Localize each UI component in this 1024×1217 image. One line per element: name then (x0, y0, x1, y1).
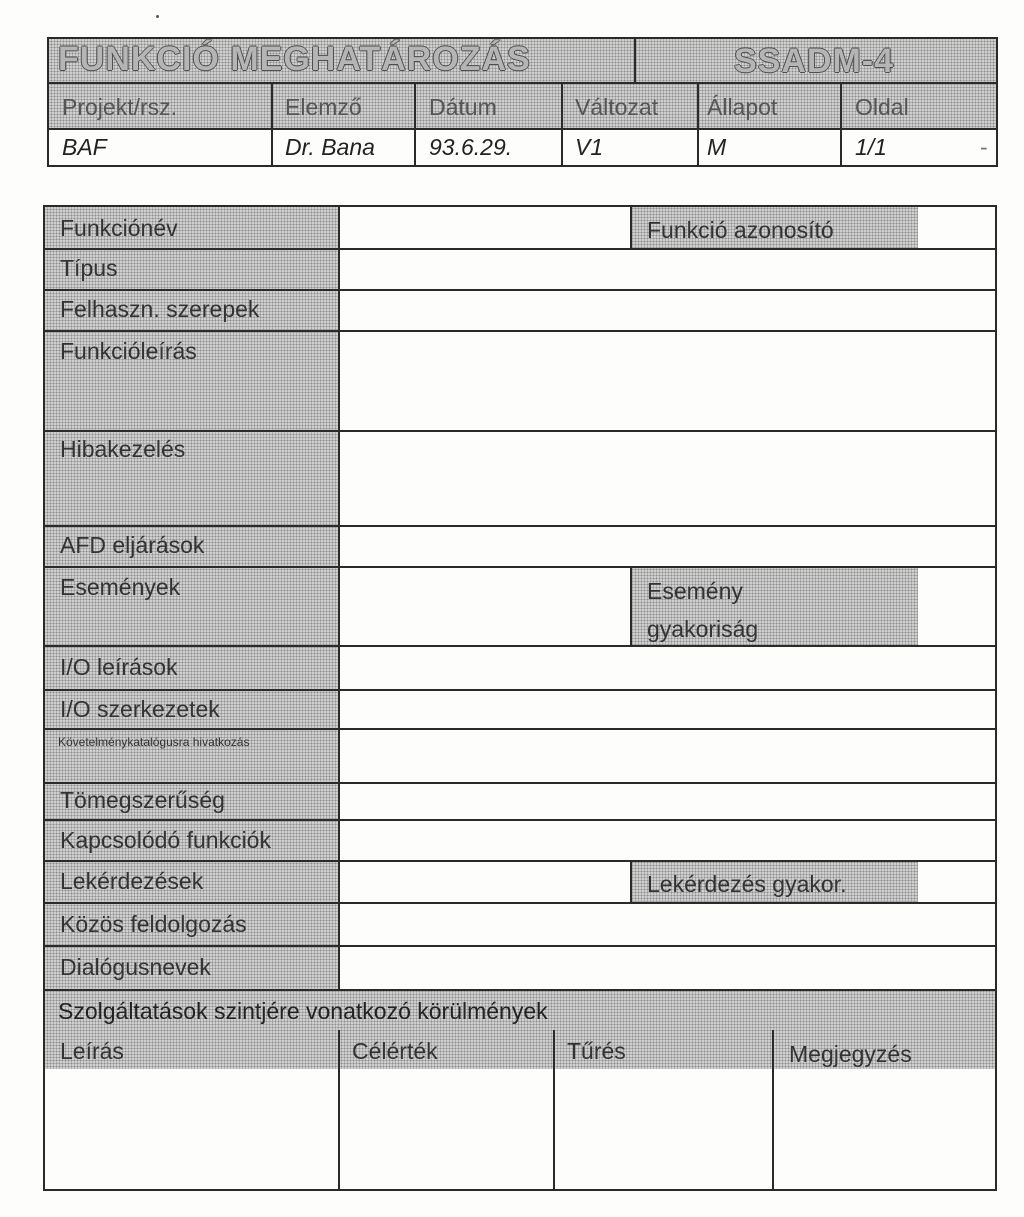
service-title: Szolgáltatások szintjére vonatkozó körülmények (58, 998, 548, 1024)
header-label-status: Állapot (707, 94, 778, 120)
label-kozos-feldolgozas: Közös feldolgozás (60, 911, 247, 937)
form-title: FUNKCIÓ MEGHATÁROZÁS (58, 40, 531, 78)
label-io-leirasok: I/O leírások (60, 654, 178, 680)
label-funkcionev: Funkciónév (60, 215, 178, 241)
label-tomegszeruseg: Tömegszerűség (60, 787, 225, 813)
header-value-page: 1/1 (855, 134, 887, 160)
service-col-megjegyzes: Megjegyzés (789, 1041, 912, 1067)
label-hibakezeles: Hibakezelés (60, 436, 186, 462)
service-col-tures: Tűrés (567, 1038, 626, 1064)
header-label-project: Projekt/rsz. (62, 94, 178, 120)
header-label-page: Oldal (855, 94, 909, 120)
label-funkcio-azonosito: Funkció azonosító (647, 217, 834, 243)
header-value-date: 93.6.29. (429, 134, 513, 160)
label-kapcsolodo-funkciok: Kapcsolódó funkciók (60, 827, 271, 853)
header-value-project: BAF (62, 134, 107, 160)
label-esemeny-2: gyakoriság (647, 616, 759, 642)
label-lekerdezes-gyakor: Lekérdezés gyakor. (647, 871, 847, 897)
form-code: SSADM-4 (734, 42, 895, 80)
service-col-leiras: Leírás (60, 1038, 124, 1064)
header-label-date: Dátum (429, 94, 497, 120)
service-col-celertek: Célérték (352, 1038, 438, 1064)
header-value-status: M (707, 134, 727, 160)
label-io-szerkezetek: I/O szerkezetek (60, 696, 220, 722)
stray-mark (156, 15, 159, 18)
header-label-analyst: Elemző (285, 94, 362, 120)
header-value-analyst: Dr. Bana (285, 134, 375, 160)
label-tipus: Típus (60, 255, 118, 281)
label-esemeny-1: Esemény (647, 578, 743, 604)
label-funkcioleiras: Funkcióleírás (60, 338, 197, 364)
header-trailing-mark: - (980, 134, 988, 160)
header-label-version: Változat (575, 94, 659, 120)
label-dialogusnevek: Dialógusnevek (60, 954, 211, 980)
label-esemenyek: Események (60, 574, 181, 600)
header-value-version: V1 (575, 134, 604, 160)
label-kovetelmeny: Követelménykatalógusra hivatkozás (58, 735, 250, 749)
label-afd-eljarasok: AFD eljárások (60, 532, 205, 558)
label-lekerdezesek: Lekérdezések (60, 868, 204, 894)
label-felhaszn-szerepek: Felhaszn. szerepek (60, 296, 260, 322)
